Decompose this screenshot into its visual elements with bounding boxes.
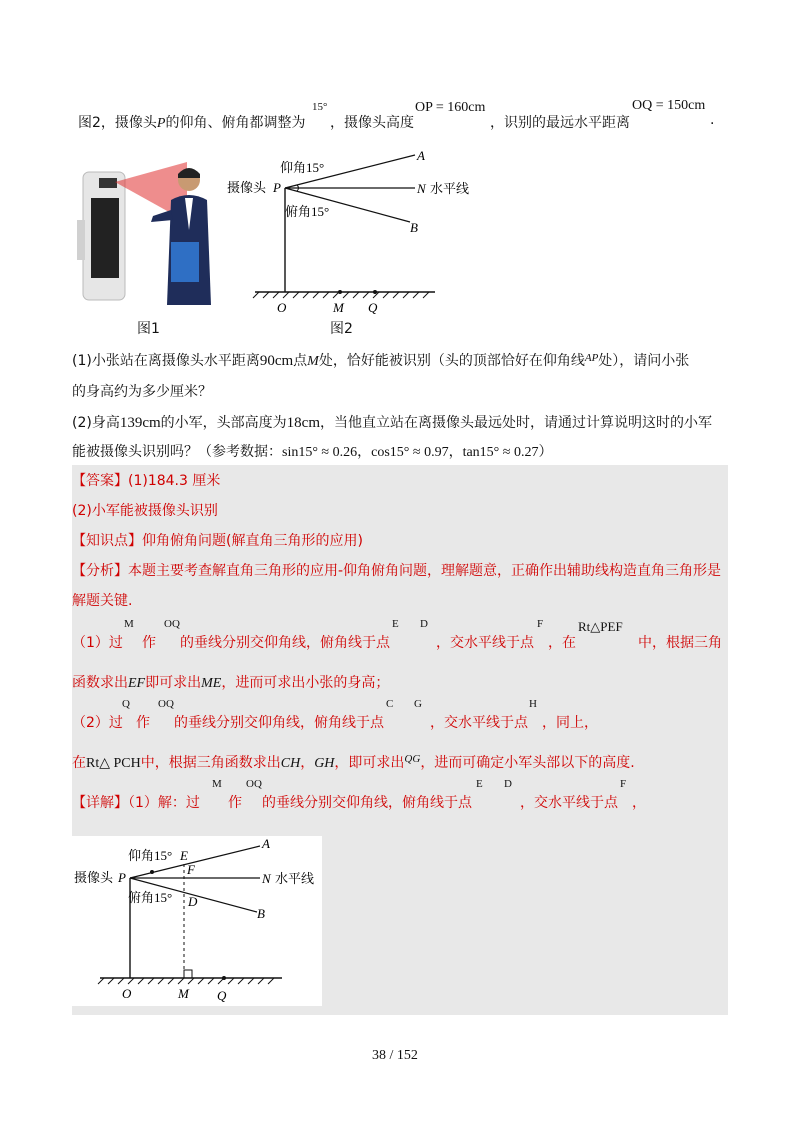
- oq-label: OQ = 150cm: [632, 98, 706, 113]
- label-elevation: 仰角15°: [280, 160, 325, 175]
- fig3-label-o: O: [122, 986, 132, 1001]
- detail-e: E: [476, 778, 483, 790]
- fig3-label-depression: 俯角15°: [128, 890, 173, 905]
- step1-oq: OQ: [164, 618, 180, 630]
- step1-zuo: 作: [142, 635, 156, 651]
- op-label: OP = 160cm: [415, 100, 486, 115]
- knowledge-point: 【知识点】仰角俯角问题(解直角三角形的应用): [72, 533, 363, 549]
- label-n: N: [417, 181, 426, 196]
- figure3-diagram: [72, 836, 322, 1006]
- detail-text2: ，交水平线于点: [520, 795, 618, 811]
- figure1-photo: [75, 160, 235, 310]
- step2-oq: OQ: [158, 698, 174, 710]
- step1-triangle: Rt△PEF: [578, 619, 623, 634]
- person-arm: [151, 210, 173, 222]
- step1-text2: ，交水平线于点: [436, 635, 534, 651]
- label-camera: 摄像头: [227, 180, 267, 195]
- step1-e: E: [392, 618, 399, 630]
- kiosk-camera: [99, 178, 117, 188]
- detail-f: F: [620, 778, 627, 790]
- label-horizontal: 水平线: [430, 181, 470, 196]
- step2-q: Q: [122, 698, 130, 710]
- detail-oq: OQ: [246, 778, 262, 790]
- label-o: O: [277, 300, 287, 315]
- detail-d: D: [504, 778, 512, 790]
- page-number: 38 / 152: [372, 1048, 418, 1063]
- question1-line2: 的身高约为多少厘米？: [72, 384, 212, 400]
- step2-text2: ，交水平线于点: [430, 715, 528, 731]
- text-distance: ，识别的最远水平距离: [490, 115, 630, 131]
- label-p: P: [273, 180, 281, 195]
- step1-f: F: [537, 618, 544, 630]
- fig3-label-m: M: [178, 986, 189, 1001]
- problem-intro: 图2，摄像头P的仰角、俯角都调整为: [78, 115, 306, 131]
- question1-line1: (1)小张站在离摄像头水平距离90cm点M处，恰好能被识别（头的顶部恰好在仰角线$^{AP}$处），请问小张: [72, 352, 690, 369]
- person-folder: [171, 242, 199, 282]
- step1-line2: 函数求出EF即可求出ME，进而可求出小张的身高；: [72, 675, 390, 691]
- fig3-label-n: N: [262, 871, 271, 886]
- text-height: ，摄像头高度: [330, 115, 414, 131]
- label-a: A: [417, 148, 425, 163]
- analysis-line1: 【分析】本题主要考查解直角三角形的应用-仰角俯角问题，理解题意，正确作出辅助线构造直角三角形是: [72, 563, 722, 579]
- fig3-label-elevation: 仰角15°: [128, 848, 173, 863]
- fig3-label-e: E: [180, 848, 188, 863]
- label-b: B: [410, 220, 418, 235]
- fig3-label-b: B: [257, 906, 265, 921]
- fig3-label-q: Q: [217, 988, 227, 1003]
- kiosk-screen: [91, 198, 119, 278]
- step2-c: C: [386, 698, 394, 710]
- step2-h: H: [529, 698, 537, 710]
- fig3-label-a: A: [262, 836, 270, 851]
- detail-m: M: [212, 778, 222, 790]
- fig3-label-horizontal: 水平线: [275, 871, 315, 886]
- fig3-label-camera: 摄像头: [74, 870, 114, 885]
- question2-line1: (2)身高139cm的小军，头部高度为18cm，当他直立站在离摄像头最远处时，请通过计算说明这时的小军: [72, 415, 712, 431]
- step2-line1: （2）过: [72, 715, 123, 731]
- detail-comma: ，: [632, 795, 646, 811]
- label-m: M: [333, 300, 344, 315]
- figure1-caption: 图1: [137, 321, 160, 337]
- question2-line2: 能被摄像头识别吗？（参考数据：sin15° ≈ 0.26，cos15° ≈ 0.97，tan15° ≈ 0.27）: [72, 444, 553, 460]
- detail-zuo: 作: [228, 795, 242, 811]
- label-depression: 俯角15°: [285, 204, 330, 219]
- detail-line: 【详解】（1）解：过: [72, 795, 200, 811]
- fig3-point-marker: [150, 870, 154, 874]
- fig3-point-q: [222, 976, 226, 980]
- step1-d: D: [420, 618, 428, 630]
- figure2-caption: 图2: [330, 321, 353, 337]
- step2-text3: ，同上，: [542, 715, 598, 731]
- step3-line: 在Rt△ PCH中，根据三角函数求出CH，GH，即可求出$^{QG}$，进而可确定小军头部以下的高度.: [72, 753, 635, 771]
- label-q: Q: [368, 300, 378, 315]
- point-q: [373, 290, 377, 294]
- step1-text: 的垂线分别交仰角线，俯角线于点: [180, 635, 390, 651]
- detail-text: 的垂线分别交仰角线，俯角线于点: [262, 795, 472, 811]
- fig3-label-d: D: [188, 894, 198, 909]
- kiosk-mount: [77, 220, 85, 260]
- figure2-diagram: [225, 140, 485, 340]
- step1-line1: （1）过: [72, 635, 123, 651]
- analysis-line2: 解题关键.: [72, 593, 133, 609]
- step2-zuo: 作: [136, 715, 150, 731]
- step2-g: G: [414, 698, 422, 710]
- point-m: [338, 290, 342, 294]
- step2-text: 的垂线分别交仰角线，俯角线于点: [174, 715, 384, 731]
- answer-line1: 【答案】(1)184.3 厘米: [72, 473, 221, 489]
- step1-text3: 中，根据三角: [638, 635, 722, 651]
- answer-line2: (2)小军能被摄像头识别: [72, 503, 218, 519]
- step1-zai: ，在: [548, 635, 576, 651]
- fig3-label-f: F: [187, 862, 195, 877]
- angle-value: 15°: [312, 101, 328, 113]
- step1-m: M: [124, 618, 134, 630]
- period: .: [710, 112, 715, 128]
- fig3-label-p: P: [118, 870, 126, 885]
